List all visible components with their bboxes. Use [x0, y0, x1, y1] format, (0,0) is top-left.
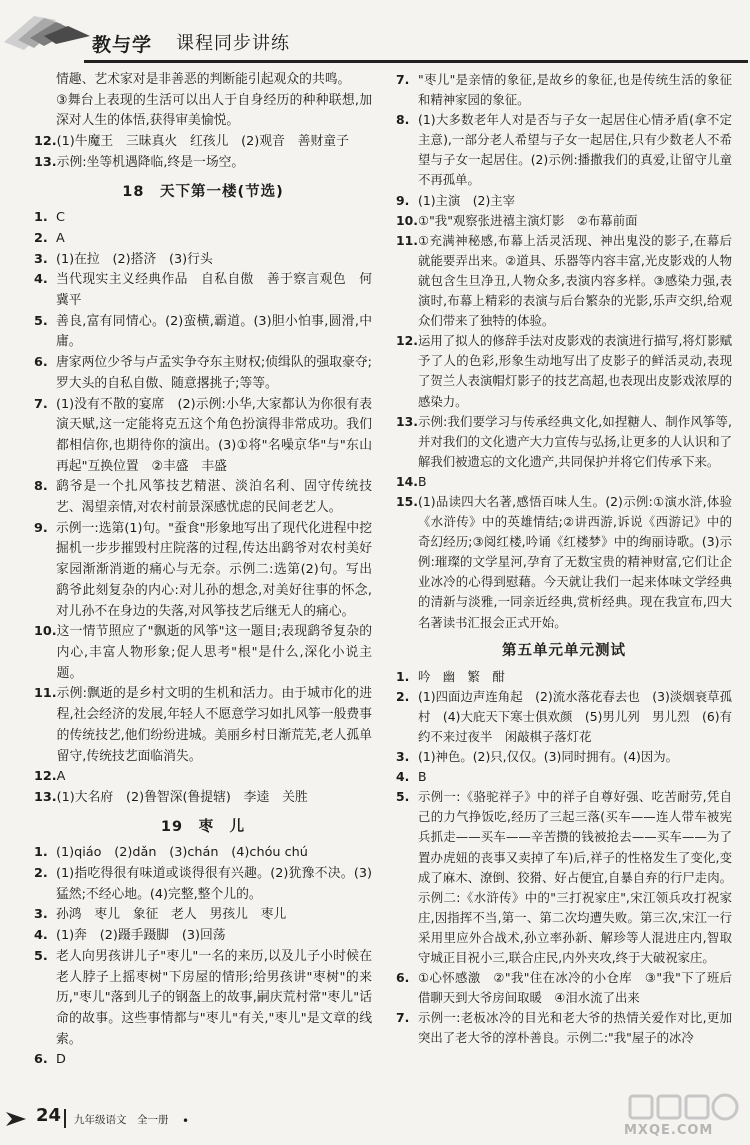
answer-item — [34, 353, 372, 394]
answer-number: 12. — [396, 333, 418, 349]
answer-item — [34, 767, 372, 788]
answer-text: ①"我"观察张进禧主演灯影 ②布幕前面 — [418, 212, 638, 228]
answer-text: 鹞爷是一个扎风筝技艺精湛、淡泊名利、固守传统技艺、渴望亲情,对农村前景深感忧虑的民间老艺人。 — [56, 479, 372, 516]
answer-item — [34, 395, 372, 478]
answer-number: 5. — [34, 948, 48, 964]
answer-number: 1. — [34, 210, 48, 226]
brand-logo — [4, 12, 90, 52]
answer-number: 2. — [34, 866, 48, 882]
answer-continuation: ③舞台上表现的生活可以出人于自身经历的种种联想,加深对人生的体悟,获得审美愉悦。 — [56, 92, 372, 129]
answer-item — [34, 519, 372, 623]
answer-number: 12. — [34, 134, 57, 150]
answer-text: 运用了拟人的修辞手法对皮影戏的表演进行描写,将灯影赋予了人的色彩,形象生动地写出了皮影子的鲜活灵动,表现了贺兰人表演帽灯影子的技艺高超,也表现出皮影戏浓厚的感染力。 — [418, 333, 732, 409]
answer-number: 13. — [34, 789, 57, 805]
answer-number: 13. — [34, 154, 57, 170]
header-rule — [84, 60, 748, 63]
answer-number: 13. — [396, 413, 418, 429]
answer-text: (1)四面边声连角起 (2)流水落花春去也 (3)淡烟衰草孤村 (4)大庇天下寒士俱欢颜 (5)男儿列 男儿烈 (6)有约不来过夜半 闲敲棋子落灯花 — [418, 688, 732, 744]
answer-item — [396, 231, 732, 331]
answer-number: 9. — [34, 520, 48, 536]
answer-item — [396, 70, 732, 110]
answer-item — [34, 684, 372, 767]
answer-item — [34, 926, 372, 947]
answer-item — [34, 622, 372, 684]
answer-item — [396, 472, 732, 492]
answer-text: 老人向男孩讲儿子"枣儿"一名的来历,以及儿子小时候在老人脖子上摇枣树"下房屋的情形;给男孩讲"枣树"的来历,"枣儿"落到儿子的钢盔上的故事,嗣庆荒村常"枣儿"话命的故事。这些事情都与"枣儿"有关,"枣儿"是文章的线索。 — [56, 948, 372, 1047]
answer-item — [34, 153, 372, 174]
answer-item — [396, 492, 732, 633]
answer-text: B — [418, 769, 427, 785]
answer-item — [34, 270, 372, 311]
answer-text: 这一情节照应了"飘逝的风筝"这一题目;表现鹞爷复杂的内心,丰富人物形象;促人思考"根"是什么,深化小说主题。 — [56, 624, 372, 681]
answer-item — [396, 787, 732, 968]
answer-text: (1)大多数老年人对是否与子女一起居住心情矛盾(拿不定主意),一部分老人希望与子女一起居住,只有少数老人不希望与子女一起居住。(2)示例:播撒我们的真爱,让留守儿童不再孤单。 — [418, 112, 732, 188]
answer-text: (1)qiáo (2)dǎn (3)chán (4)chóu chú — [56, 845, 308, 861]
answer-number: 1. — [34, 845, 48, 861]
answer-item — [396, 968, 732, 1008]
answer-text: 示例:坐等机遇降临,终是一场空。 — [56, 154, 245, 170]
answer-number: 3. — [396, 749, 410, 765]
answer-item — [396, 1008, 732, 1048]
answer-text: (1)奔 (2)蹑手蹑脚 (3)回荡 — [56, 928, 226, 944]
answer-item — [34, 208, 372, 229]
answer-item — [34, 788, 372, 809]
answer-text: (1)大名府 (2)鲁智深(鲁提辖) 李逵 关胜 — [56, 789, 308, 805]
answer-number: 11. — [396, 232, 418, 248]
book-title: 九年级语文 全一册 — [74, 1114, 169, 1126]
page-header — [0, 0, 750, 70]
answer-text: 孙鸿 枣儿 象征 老人 男孩儿 枣儿 — [56, 907, 287, 923]
answer-text: (1)主演 (2)主宰 — [418, 192, 516, 208]
answer-item — [34, 947, 372, 1051]
answer-text: "枣儿"是亲情的象征,是故乡的象征,也是传统生活的象征和精神家园的象征。 — [418, 72, 732, 108]
answer-item — [396, 747, 732, 767]
footer-dot: • — [182, 1114, 190, 1128]
answer-number: 3. — [34, 251, 48, 267]
answer-number: 4. — [396, 769, 410, 785]
answer-number: 2. — [396, 688, 410, 704]
answer-text: 吟 幽 繁 酣 — [418, 668, 505, 684]
answer-number: 5. — [396, 789, 410, 805]
answer-item — [34, 229, 372, 250]
answer-number: 11. — [34, 686, 57, 702]
answer-number: 4. — [34, 272, 48, 288]
answer-text: (1)指吃得很有味道或谈得很有兴趣。(2)犹豫不决。(3)猛然;不经心地。(4)完整,整个儿的。 — [56, 866, 372, 902]
answer-text: 善良,富有同情心。(2)蛮横,霸道。(3)胆小怕事,圆滑,中庸。 — [56, 313, 372, 350]
answer-text: (1)品读四大名著,感悟百味人生。(2)示例:①演水浒,体验《水浒传》中的英雄情结;②讲西游,诉说《西游记》中的奇幻经历;③阅红楼,吟诵《红楼梦》中的绚丽诗歌。(3)示例:璀璨的文学星河,孕育了无数宝贵的精神财富,它们让企业冰冷的心得到慰藉。今天就让我们一起来体味文学经典的清新与淡雅,一同亲近经典,赏析经典。现在我宣布,四大名著读书汇报会正式开始。 — [418, 493, 732, 630]
answer-number: 6. — [34, 355, 48, 371]
answer-text: 示例:飘逝的是乡村文明的生机和活力。由于城市化的进程,社会经济的发展,年轻人不愿意学习如扎风筝一般费事的传统技艺,他们纷纷进城。美丽乡村日渐荒芜,老人孤单留守,传统技艺面临消失。 — [56, 686, 372, 764]
answer-text: (1)神色。(2)只,仅仅。(3)同时拥有。(4)因为。 — [418, 749, 679, 765]
answer-number: 7. — [396, 1010, 410, 1026]
answer-item — [396, 331, 732, 411]
answer-text: ①心怀感激 ②"我"住在冰冷的小仓库 ③"我"下了班后借聊天到大爷房间取暖 ④泪水流了出来 — [418, 970, 732, 1006]
answer-item — [34, 1050, 372, 1071]
answer-number: 8. — [396, 112, 410, 128]
answer-item — [34, 312, 372, 353]
answer-item — [396, 412, 732, 472]
answer-item — [396, 191, 732, 211]
answer-number: 9. — [396, 192, 410, 208]
answer-item — [396, 767, 732, 787]
answer-text: C — [56, 210, 65, 226]
answer-continuation: 情趣、艺术家对是非善恶的判断能引起观众的共鸣。 — [56, 72, 351, 87]
answer-number: 6. — [34, 1052, 48, 1068]
watermark-text: MXQE.COM — [624, 1123, 714, 1138]
answer-number: 3. — [34, 907, 48, 923]
answer-number: 15. — [396, 493, 418, 509]
answer-text: 当代现实主义经典作品 自私自傲 善于察言观色 何冀平 — [56, 272, 372, 309]
answer-text: (1)没有不散的宴席 (2)示例:小华,大家都认为你很有表演天赋,这一定能将克五这个角色扮演得非常成功。我们都相信你,也期待你的演出。(3)①将"名噪京华"与"东山再起"互换位置 ②丰盛 丰盛 — [56, 396, 372, 474]
answer-text: 示例一:《骆驼祥子》中的祥子自尊好强、吃苦耐劳,凭自己的力气挣饭吃,经历了三起三落(买车——连人带车被宪兵抓走——买车——辛苦攒的钱被抢去——买车——为了置办虎妞的丧事又卖掉了车)后,祥子的性格发生了变化,变成了麻木、潦倒、狡猾、好占便宜,自暴自弃的行尸走肉。示例二:《水浒传》中的"三打祝家庄",宋江领兵攻打祝家庄,因指挥不当,第一、第二次均遭失败。第三次,宋江一行采用里应外合战术,孙立率孙新、解珍等人混进庄内,智取守城正目祝小三,联合庄民,内外夹攻,终于大破祝家庄。 — [418, 789, 732, 966]
answer-item — [396, 667, 732, 687]
answer-number: 5. — [34, 313, 48, 329]
section-title: 19 枣 儿 — [160, 818, 246, 835]
answer-number: 2. — [34, 230, 48, 246]
answer-number: 4. — [34, 928, 48, 944]
answer-text: 示例:我们要学习与传承经典文化,如捏糖人、制作风筝等,并对我们的文化遗产大力宣传与弘扬,让更多的人认识和了解我们被遗忘的文化遗产,共同保护并将它们传承下来。 — [418, 413, 732, 469]
answer-item — [34, 843, 372, 864]
answer-text: (1)在拉 (2)搭济 (3)行头 — [56, 251, 213, 267]
page-number: 24 — [36, 1105, 62, 1126]
answer-number: 8. — [34, 479, 48, 495]
answer-item — [34, 905, 372, 926]
answer-text: D — [56, 1052, 66, 1068]
brand-name: 教与学 — [92, 34, 153, 56]
answer-text: A — [56, 230, 65, 246]
answer-text: 示例一:选第(1)句。"蚕食"形象地写出了现代化进程中挖掘机一步步摧毁村庄院落的过程,传达出鹞爷对农村美好家园渐渐消逝的痛心与无奈。示例二:选第(2)句。写出鹞爷此刻复杂的内心:对儿孙的想念,对美好往事的怀念,对儿孙不在身边的失落,对风筝技艺后继无人的痛心。 — [56, 520, 372, 619]
answer-number: 12. — [34, 769, 57, 785]
arrow-right-icon — [6, 1112, 26, 1126]
answer-number: 6. — [396, 970, 410, 986]
answer-number: 7. — [396, 72, 410, 87]
answer-item — [34, 864, 372, 905]
answer-number: 7. — [34, 396, 48, 412]
answer-item — [396, 211, 732, 231]
answer-text: (1)牛魔王 三昧真火 红孩儿 (2)观音 善财童子 — [56, 134, 349, 150]
answer-number: 10. — [396, 212, 418, 228]
answer-text: 唐家两位少爷与卢孟实争夺东主财权;侦缉队的强取豪夺;罗大头的自私自傲、随意撂挑子;等等。 — [56, 355, 372, 391]
answer-item — [34, 132, 372, 153]
answer-number: 14. — [396, 473, 418, 489]
answer-text: B — [418, 473, 427, 489]
section-title: 18 天下第一楼(节选) — [122, 183, 284, 200]
answer-number: 10. — [34, 624, 57, 640]
header-title: 课程同步讲练 — [176, 33, 290, 54]
answer-item — [396, 110, 732, 190]
answer-item — [396, 687, 732, 747]
footer-divider — [64, 1109, 66, 1128]
answer-text: A — [56, 769, 66, 785]
answer-item — [34, 250, 372, 271]
answer-number: 1. — [396, 668, 410, 684]
answer-item — [34, 477, 372, 518]
left-column — [34, 70, 372, 1071]
right-column — [396, 70, 732, 1049]
answer-text: ①充满神秘感,布幕上活灵活现、神出鬼没的影子,在幕后就能要弄出来。②道具、乐器等内容丰富,光皮影戏的人物就包含生旦净丑,人物众多,表演内容多样。③感染力强,表演时,布幕上精彩的表演与后台繁杂的光影,乐声交织,给观众们带来了独特的体验。 — [418, 232, 732, 329]
section-title: 第五单元单元测试 — [502, 642, 626, 659]
answer-text: 示例一:老板冰冷的目光和老大爷的热情关爱作对比,更加突出了老大爷的淳朴善良。示例二:"我"屋子的冰冷 — [418, 1010, 732, 1046]
